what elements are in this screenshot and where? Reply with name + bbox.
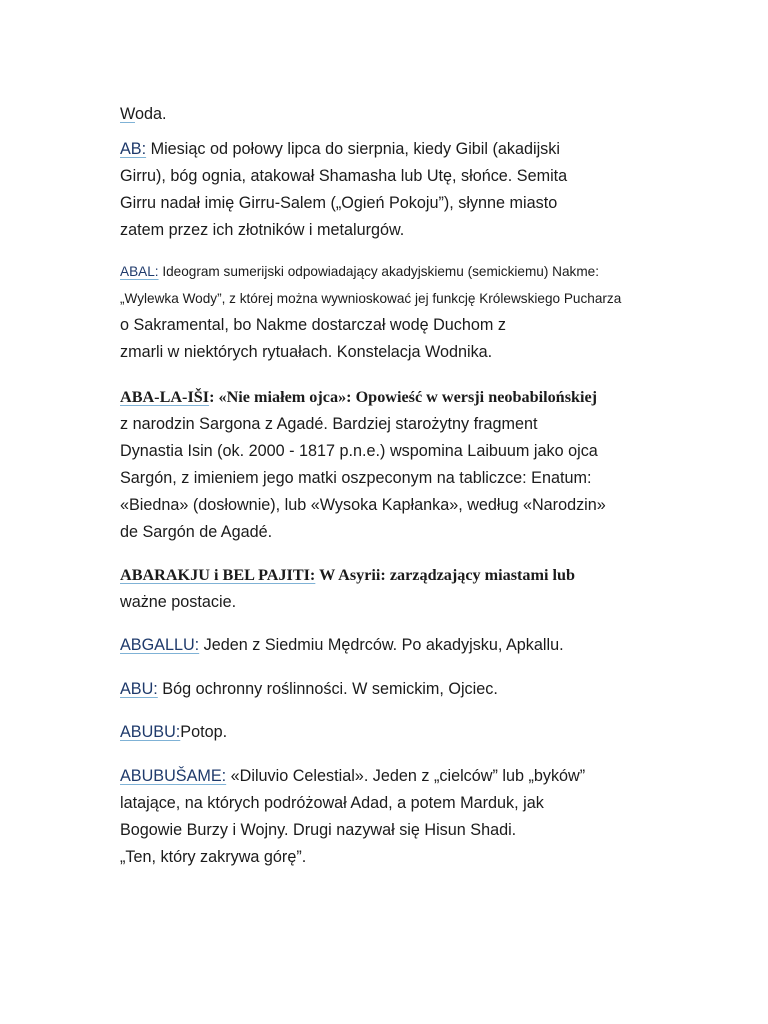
entry-text: Ideogram sumerijski odpowiadający akadyjskiemu (semickiemu) Nakme: [158, 264, 599, 279]
entry-line [120, 632, 564, 659]
entry-text: Potop. [180, 723, 228, 741]
intro-line [120, 101, 167, 128]
entry-abal [120, 258, 621, 366]
entry-term: ABA-LA-IŠI [120, 388, 210, 406]
entry-abubu [120, 719, 227, 746]
entry-term: ABARAKJU i BEL PAJITI: [120, 566, 316, 584]
entry-heading-rest: : «Nie miałem ojca»: Opowieść w wersji neobabilońskiej [209, 388, 598, 406]
entry-abubusame [120, 763, 585, 871]
entry-term: AB: [120, 140, 147, 158]
entry-line: Dynastia Isin (ok. 2000 - 1817 p.n.e.) wspomina Laibuum jako ojca [120, 442, 598, 460]
entry-line [120, 719, 227, 746]
entry-line: Bogowie Burzy i Wojny. Drugi nazywał się Hisun Shadi. [120, 821, 517, 839]
entry-line: „Ten, który zakrywa górę”. [120, 848, 307, 866]
entry-line: «Biedna» (dosłownie), lub «Wysoka Kapłanka», według «Narodzin» [120, 496, 606, 514]
entry-term: ABGALLU: [120, 636, 200, 654]
entry-line: zatem przez ich złotników i metalurgów. [120, 221, 405, 239]
entry-line [120, 258, 621, 285]
entry-heading [120, 384, 606, 411]
entry-line: latające, na których podróżował Adad, a potem Marduk, jak [120, 794, 544, 812]
entry-line: Sargón, z imieniem jego matki oszpeconym na tabliczce: Enatum: [120, 469, 592, 487]
entry-line: „Wylewka Wody”, z której można wywnioskować jej funkcję Królewskiego Pucharza [120, 291, 622, 306]
entry-heading [120, 562, 575, 589]
entry-line: z narodzin Sargona z Agadé. Bardziej starożytny fragment [120, 415, 538, 433]
entry-term: ABUBU: [120, 723, 181, 741]
entry-heading-rest: W Asyrii: zarządzający miastami lub [315, 566, 576, 584]
entry-term: ABU: [120, 680, 158, 698]
entry-text: Miesiąc od połowy lipca do sierpnia, kiedy Gibil (akadijski [146, 140, 560, 158]
entry-line: ważne postacie. [120, 593, 237, 611]
entry-term: ABUBUŠAME: [120, 767, 227, 785]
entry-line: o Sakramental, bo Nakme dostarczał wodę Duchom z [120, 316, 506, 334]
entry-text: «Diluvio Celestial». Jeden z „cielców” lub „byków” [226, 767, 586, 785]
entry-text: Jeden z Siedmiu Mędrców. Po akadyjsku, Apkallu. [199, 636, 564, 654]
intro-first-letter: W [120, 105, 135, 123]
entry-aba-la-isi [120, 384, 606, 546]
entry-abgallu [120, 632, 564, 659]
entry-line: de Sargón de Agadé. [120, 523, 273, 541]
entry-line: Girru nadał imię Girru-Salem („Ogień Pokoju”), słynne miasto [120, 194, 558, 212]
entry-line [120, 763, 585, 790]
entry-line [120, 136, 567, 163]
entry-term: ABAL: [120, 264, 159, 279]
entry-abarakju [120, 562, 575, 616]
intro-rest: oda. [135, 105, 167, 123]
entry-line: zmarli w niektórych rytuałach. Konstelacja Wodnika. [120, 343, 493, 361]
entry-ab [120, 136, 567, 244]
entry-text: Bóg ochronny roślinności. W semickim, Ojciec. [157, 680, 498, 698]
entry-line [120, 676, 498, 703]
entry-abu [120, 676, 498, 703]
entry-line: Girru), bóg ognia, atakował Shamasha lub Utę, słońce. Semita [120, 167, 568, 185]
